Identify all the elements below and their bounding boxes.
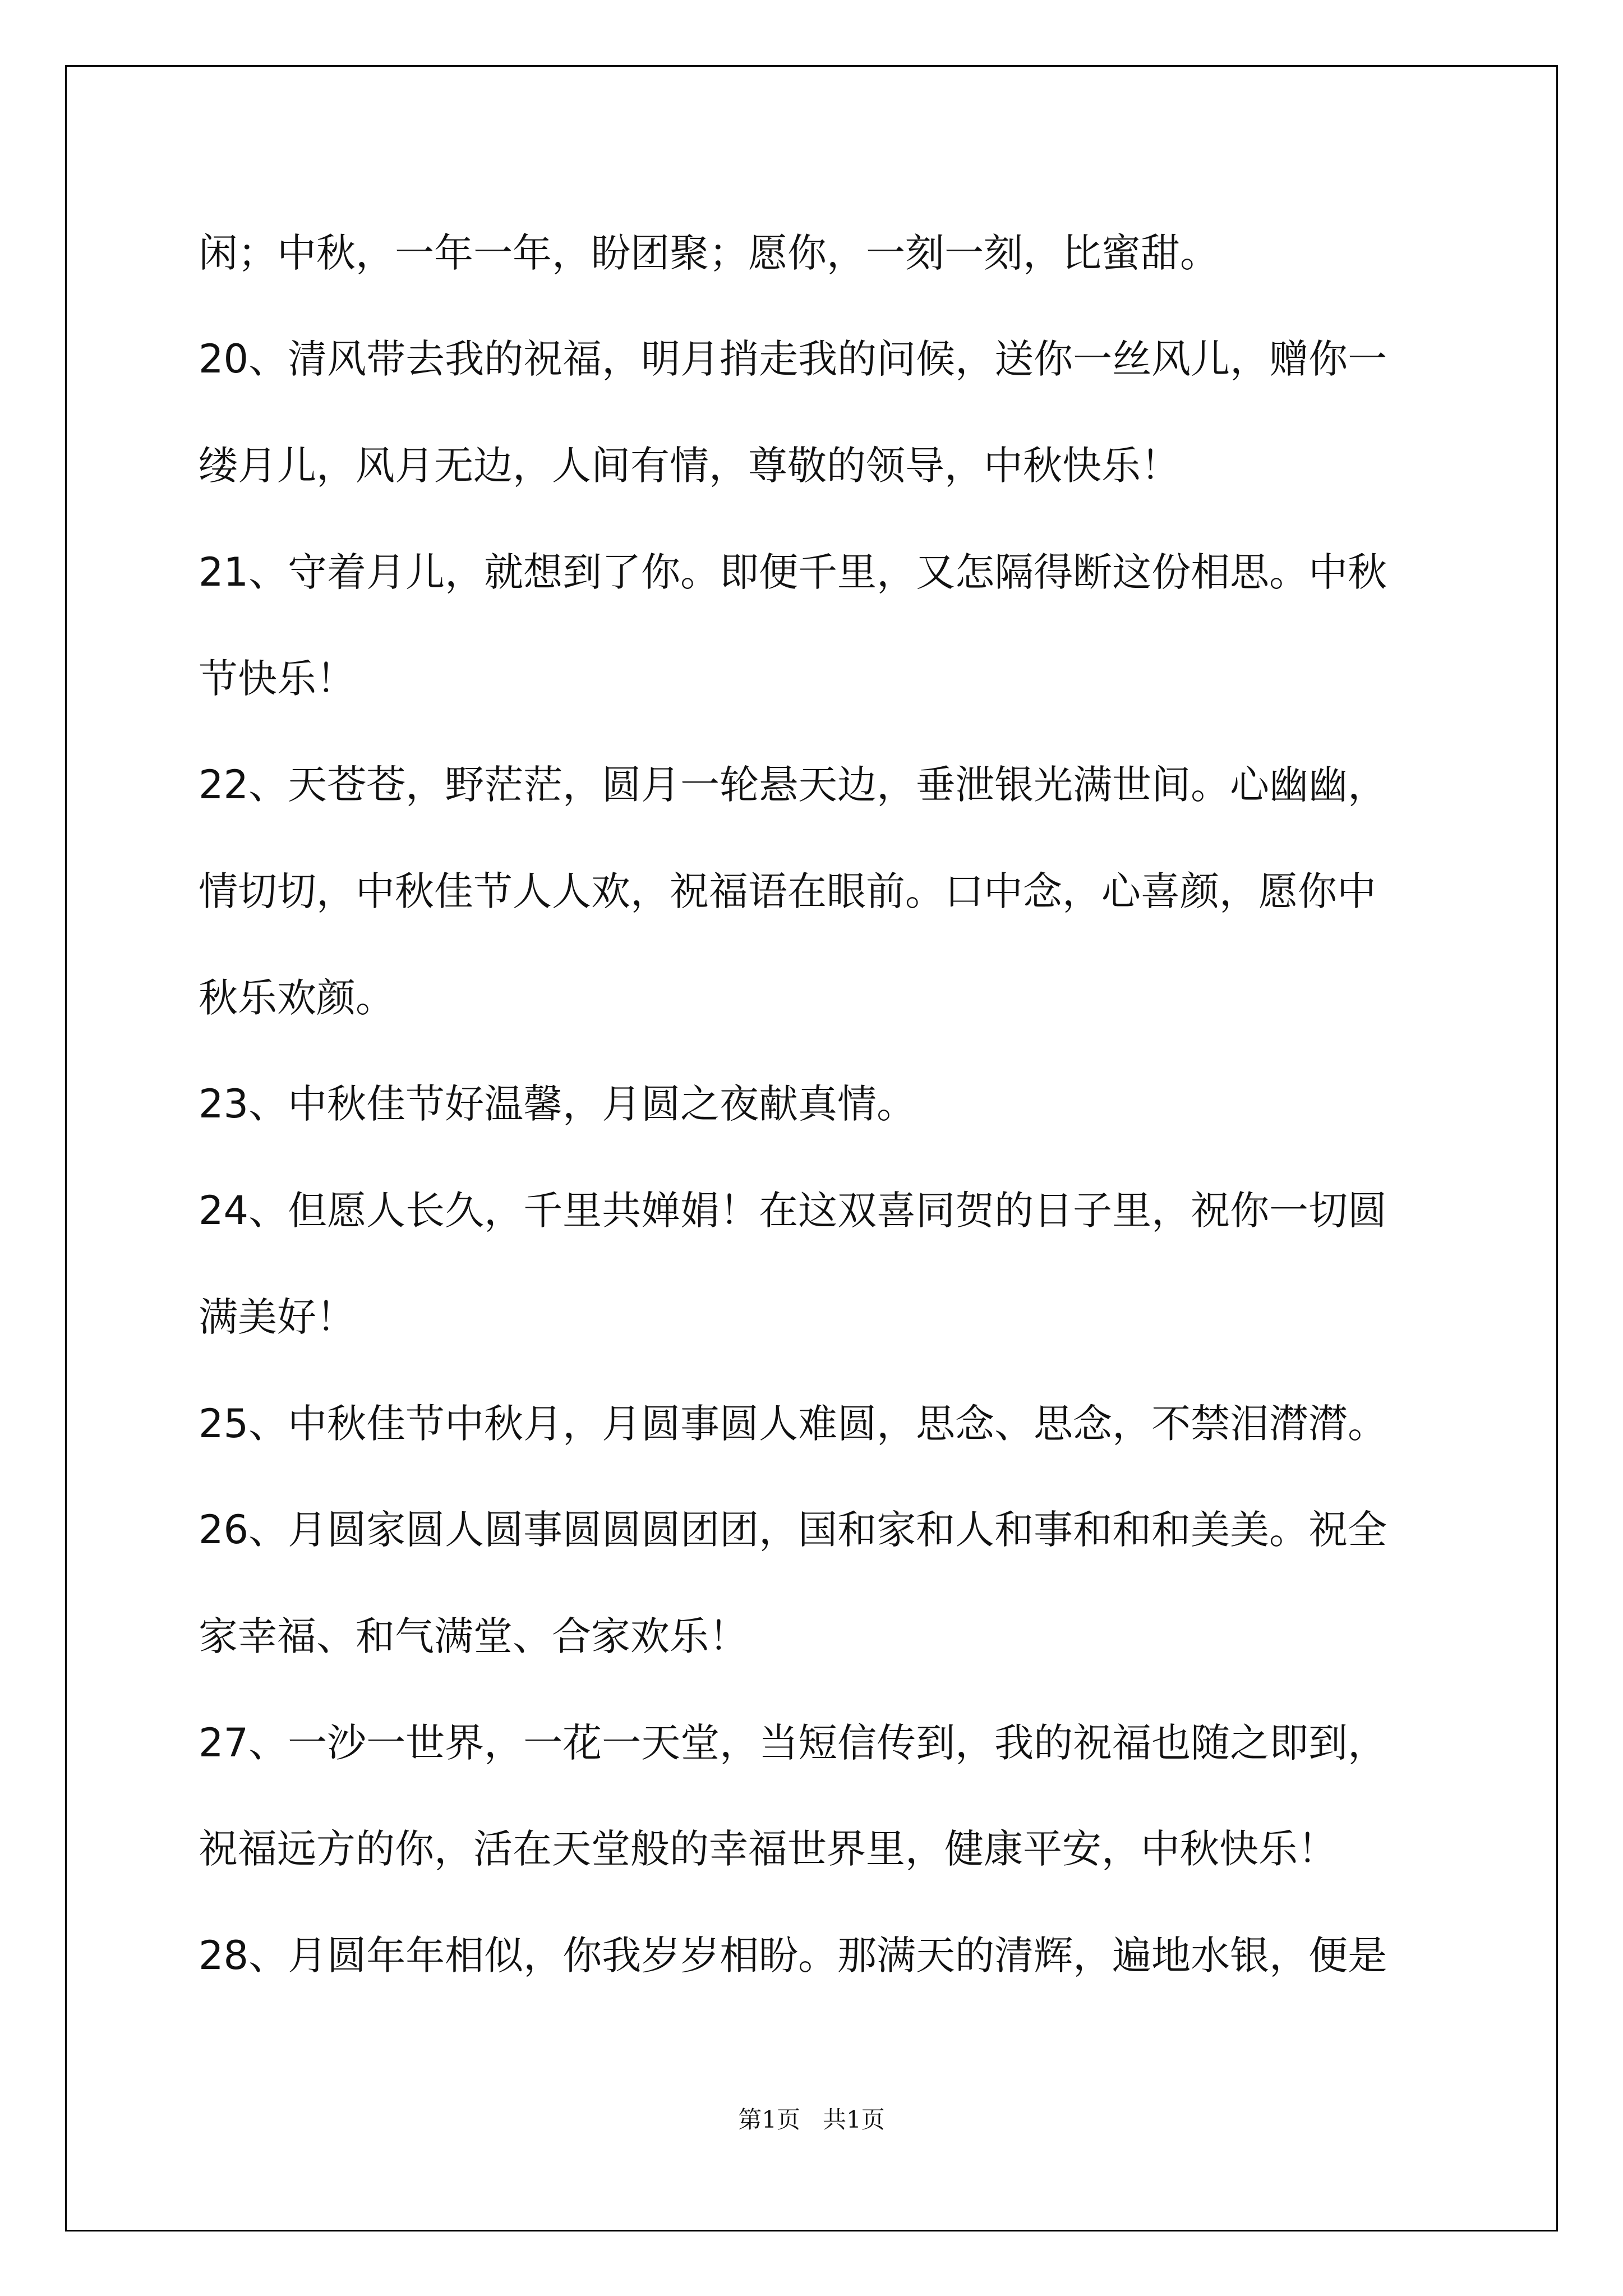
text-line: 节快乐！ [199,656,356,702]
text-line: 秋乐欢颜。 [199,975,395,1021]
text-line: 祝福远方的你，活在天堂般的幸福世界里，健康平安，中秋快乐！ [199,1826,1337,1872]
text-line: 25、中秋佳节中秋月，月圆事圆人难圆，思念、思念，不禁泪潸潸。 [199,1401,1387,1447]
page-border [65,65,1558,2231]
text-line: 26、月圆家圆人圆事圆圆圆团团，国和家和人和事和和和美美。祝全 [199,1507,1387,1553]
text-line: 28、月圆年年相似，你我岁岁相盼。那满天的清辉，遍地水银，便是 [199,1932,1387,1978]
text-line: 23、中秋佳节好温馨，月圆之夜献真情。 [199,1081,916,1127]
text-line: 情切切，中秋佳节人人欢，祝福语在眼前。口中念，心喜颜，愿你中 [199,868,1376,914]
text-line: 27、一沙一世界，一花一天堂，当短信传到，我的祝福也随之即到， [199,1720,1387,1766]
text-line: 20、清风带去我的祝福，明月捎走我的问候，送你一丝风儿，赠你一 [199,336,1387,382]
text-line: 缕月儿，风月无边，人间有情，尊敬的领导，中秋快乐！ [199,443,1180,489]
text-line: 满美好！ [199,1294,356,1340]
text-line: 24、但愿人长久，千里共婵娟！在这双喜同贺的日子里，祝你一切圆 [199,1188,1387,1234]
text-line: 21、守着月儿，就想到了你。即便千里，又怎隔得断这份相思。中秋 [199,549,1387,595]
page-number-footer: 第1页 共1页 [738,2106,885,2133]
text-line: 闲；中秋，一年一年，盼团聚；愿你，一刻一刻，比蜜甜。 [199,230,1219,276]
text-line: 22、天苍苍，野茫茫，圆月一轮悬天边，垂泄银光满世间。心幽幽， [199,762,1387,808]
text-line: 家幸福、和气满堂、合家欢乐！ [199,1613,748,1659]
